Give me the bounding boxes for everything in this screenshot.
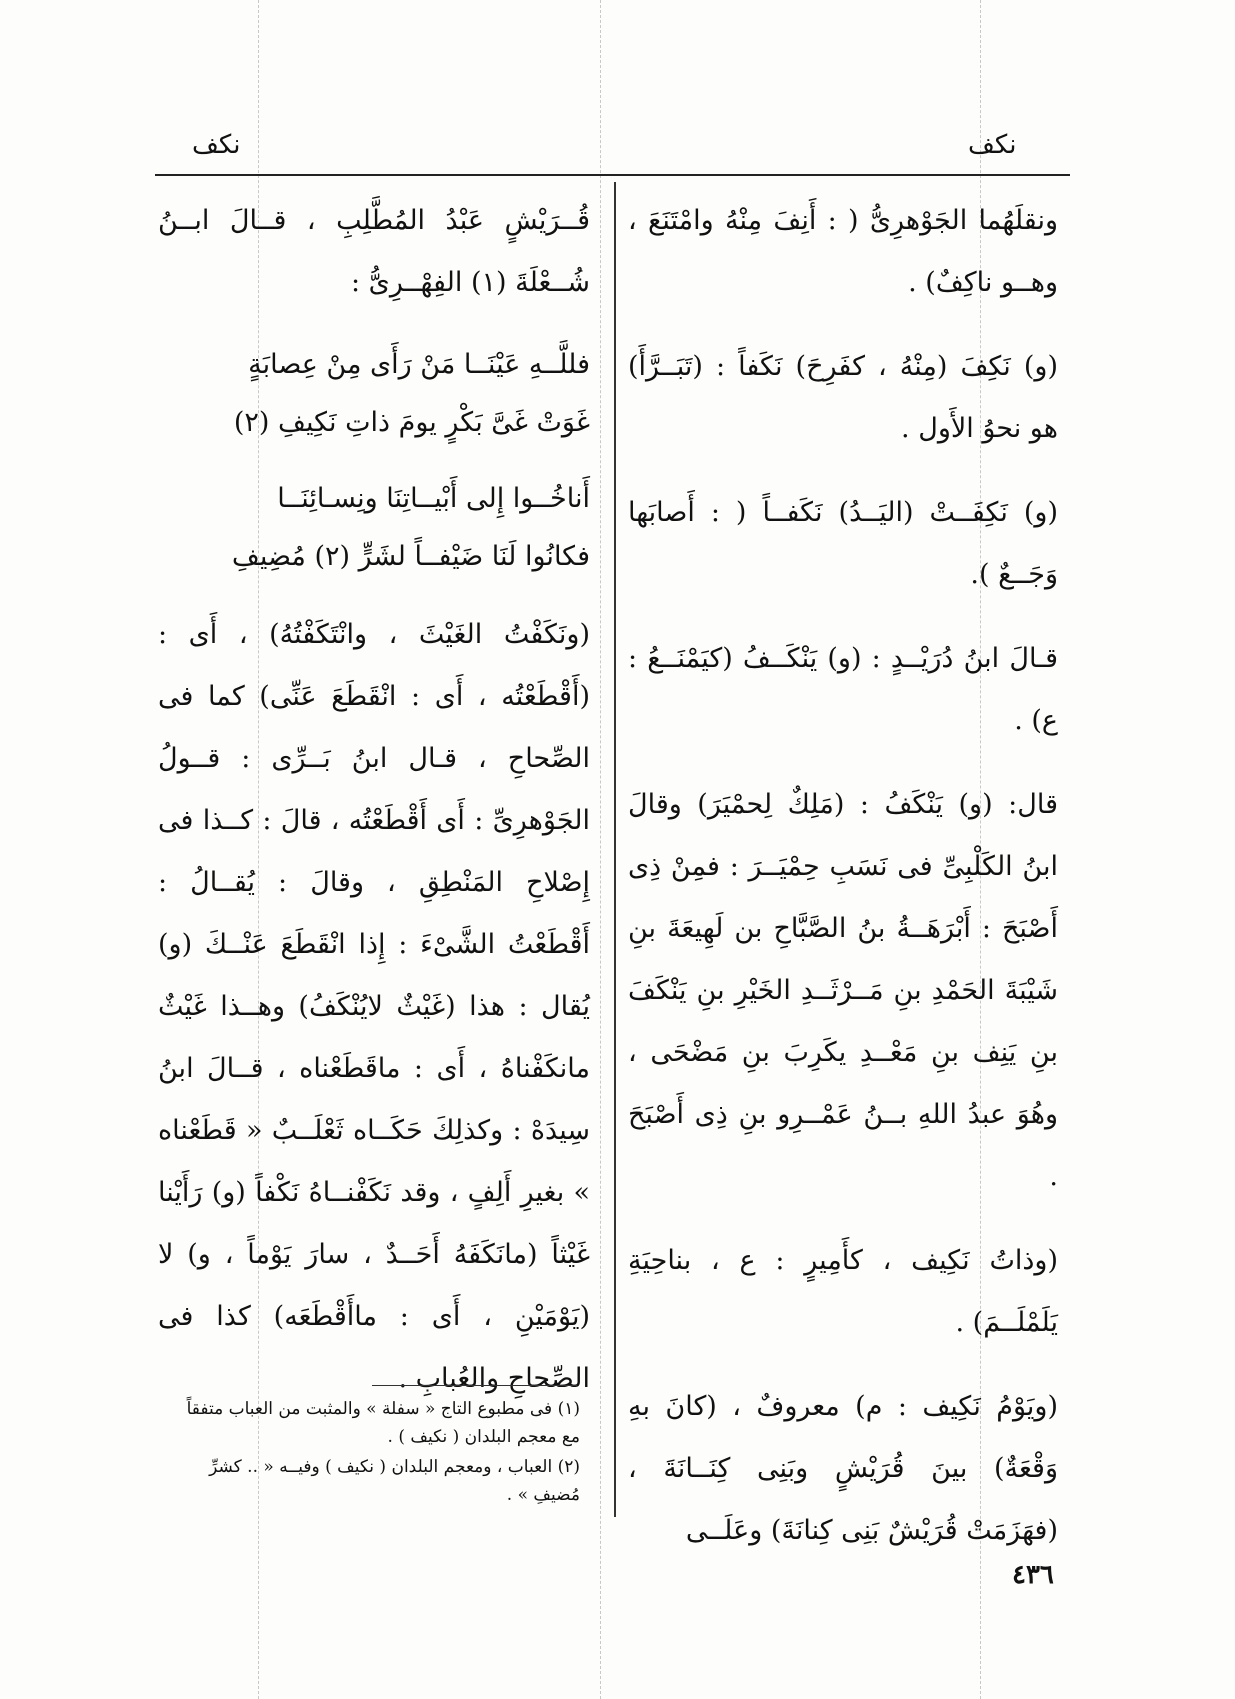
right-paragraph: (و) نَكِفَ (مِنْهُ ، كفَرِحَ) نَكَفاً : (تَبَــرَّأَ) هو نحوُ الأَول . [628,351,1058,444]
right-column [628,190,1058,1584]
page-number: ٤٣٦ [1012,1560,1054,1590]
left-column [158,190,590,1432]
right-paragraph: (ويَوْمُ نَكِيف : م) معروفٌ ، (كانَ بهِ وَقْعَةٌ) بينَ قُرَيْشٍ وبَنِى كِنَــانَةَ ، (فهَزَمَتْ قُرَيْشٌ بَنِى كِنانَةَ) وعَلَــى [628,1391,1058,1546]
poem-verse [158,470,590,586]
header-rule [155,174,1070,176]
verse-second-hemistich: غَوَتْ غَىَّ بَكْرٍ يومَ ذاتِ نَكِيفِ (٢) [233,407,590,438]
verse-second-hemistich: فكانُوا لَنَا ضَيْفــاً لشَرٍّ (٢) مُضِيفِ [231,541,590,572]
right-paragraph: قال: (و) يَنْكَفُ : (مَلِكٌ لِحمْيَرَ) وقالَ ابنُ الكَلْبِىِّ فى نَسَبِ حِمْيَــرَ : فمِنْ ذِى أَصْبَحَ : أَبْرَهَــةُ بنُ الصَّبَّاحِ بن لَهِيعَةَ بنِ شَيْبَةَ الحَمْدِ بنِ مَــرْثَــدِ الخَيْرِ بنِ يَنْكَفَ بنِ يَنِف بنِ مَعْــدِ يكَرِبَ بنِ مَضْحَى ، وهُوَ عبدُ اللهِ بــنُ عَمْــرِو بنِ ذِى أَصْبَحَ . [628,789,1058,1192]
right-paragraph: (وذاتُ نَكِيف ، كأَمِيرٍ : ع ، بناحِيَةِ يَلَمْلَــمَ) . [628,1245,1058,1338]
verse-first-hemistich: أَناخُــوا إِلى أَبْيــاتِنَا ونِسـائِنَــا [277,483,590,514]
left-intro: قُــرَيْشٍ عَبْدُ المُطَّلِبِ ، قــالَ ابــنُ شُــعْلَةَ (١) الفِهْــرِىُّ : [158,205,590,298]
verse-first-hemistich: فللَّــهِ عَيْنَــا مَنْ رَأَى مِنْ عِصابَةٍ [248,349,590,380]
column-separator [614,182,616,1517]
right-paragraph: ونقلَهُما الجَوْهرِىُّ ( : أَنِفَ مِنْهُ وامْتَنَعَ ، وهــو ناكِفٌ) . [628,205,1058,298]
header-right-word: نكف [968,130,1017,160]
header-left-word: نكف [192,130,241,160]
footnotes [165,1395,580,1511]
footnote: (٢) العباب ، ومعجم البلدان ( نكيف ) وفيــه « .. كشرِّ مُضيفِ » . [209,1457,580,1505]
right-paragraph: (و) نَكِفَــتْ (اليَــدُ) نَكَفــاً ( : أَصابَها وَجَــعٌ ). [628,497,1058,590]
footnote-rule [372,1385,577,1386]
left-paragraph: (ونَكَفْتُ الغَيْثَ ، وانْتَكَفْتُهُ) ، أَى : (أَقْطَعْتُه ، أَى : انْقَطَعَ عَنِّى) كما فى الصِّحاحِ ، قـال ابنُ بَــرِّى : قــولُ الجَوْهرِىِّ : أَى أَقْطَعْتُه ، قالَ : كــذا فى إِصْلاحِ المَنْطِقِ ، وقالَ : يُقــالُ : أَقْطَعْتُ الشَّىْءَ : إِذا انْقَطَعَ عَنْــكَ (و) يُقال : هذا (غَيْثٌ لايُنْكَفُ) وهــذا غَيْثٌ مانكَفْناهُ ، أَى : ماقَطَعْناه ، قــالَ ابنُ سِيدَهْ : وكذلِكَ حَكَــاه ثَعْلَــبٌ « قَطَعْناه » بغيرِ أَلِفٍ ، وقد نَكَفْنــاهُ نَكْفاً (و) رَأَيْنا غَيْثاً (مانَكَفَهُ أَحَــدٌ ، سارَ يَوْماً ، و) لا (يَوْمَيْنِ ، أَى : ماأَقْطَعَه) كذا فى الصِّحاحِ والعُبابِ . [158,619,590,1394]
poem-verse [158,336,590,452]
footnote: (١) فى مطبوع التاج « سفلة » والمثبت من العباب متفقاً مع معجم البلدان ( نكيف ) . [186,1399,580,1447]
right-paragraph: قـالَ ابنُ دُرَيْــدٍ : (و) يَنْكَــفُ (كيَمْنَــعُ : ع) . [628,643,1058,736]
scan-dotted-line [600,0,601,1699]
